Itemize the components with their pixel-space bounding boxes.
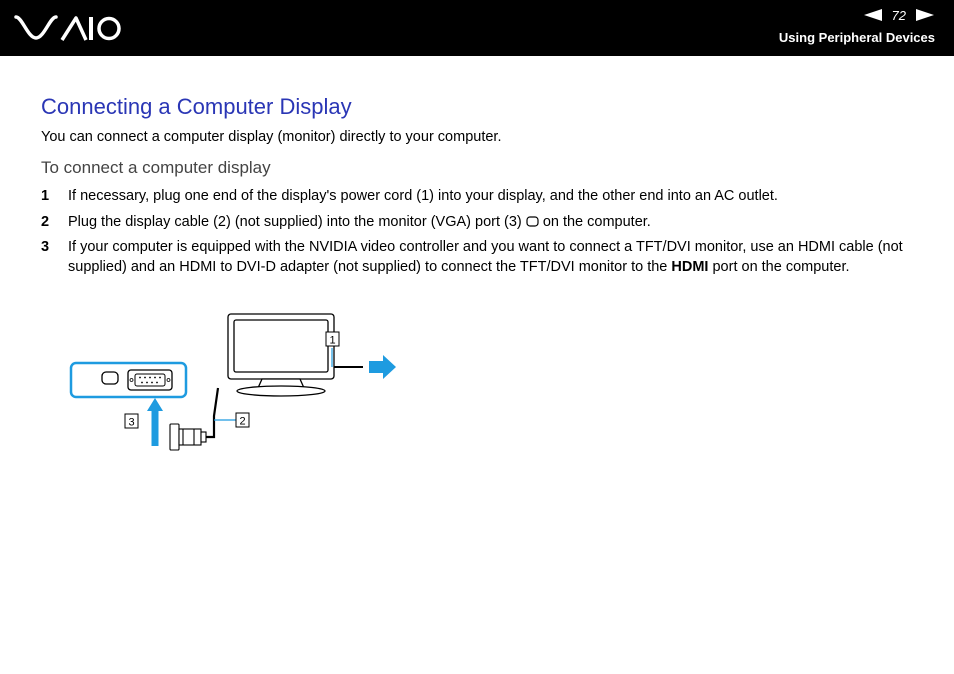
vga-plug bbox=[170, 424, 206, 450]
step-text bbox=[68, 238, 918, 277]
step-number: 1 bbox=[41, 188, 50, 204]
arrow-right-icon[interactable] bbox=[916, 9, 934, 21]
monitor bbox=[228, 314, 334, 396]
display-cable bbox=[206, 388, 218, 437]
section-title: Using Peripheral Devices bbox=[778, 30, 935, 45]
connection-diagram bbox=[66, 308, 406, 458]
page-title: Connecting a Computer Display bbox=[41, 94, 352, 119]
to-outlet-arrow bbox=[369, 355, 396, 379]
callout-3 bbox=[125, 414, 138, 429]
svg-text:1: 1 bbox=[329, 334, 336, 347]
callout-2 bbox=[236, 413, 249, 428]
page-header bbox=[0, 0, 954, 56]
vaio-logo bbox=[14, 14, 122, 42]
step-text-before: If your computer is equipped with the NVIDIA video controller and you want to connect a TFT/DVI monitor, use an HDMI cable (not supplied) and an HDMI to DVI-D adapter (not supplied) to connect the TFT/DVI monitor to the bbox=[68, 239, 903, 275]
step-text: If necessary, plug one end of the display's power cord (1) into your display, and the other end into an AC outlet. bbox=[68, 188, 778, 204]
intro-text: You can connect a computer display (monitor) directly to your computer. bbox=[41, 129, 502, 145]
step-text-after: on the computer. bbox=[542, 214, 651, 230]
step-text-after: port on the computer. bbox=[712, 258, 850, 275]
step-number: 2 bbox=[41, 214, 50, 230]
step-text bbox=[68, 213, 918, 233]
subheading: To connect a computer display bbox=[41, 158, 271, 177]
step-number: 3 bbox=[41, 239, 50, 255]
callout-1 bbox=[326, 332, 339, 347]
svg-text:3: 3 bbox=[128, 416, 135, 429]
vga-port bbox=[128, 370, 172, 390]
pager bbox=[864, 6, 934, 24]
svg-text:2: 2 bbox=[239, 415, 246, 428]
monitor-port-icon bbox=[526, 216, 539, 227]
page-number: 72 bbox=[891, 7, 906, 23]
step-text-before: Plug the display cable (2) (not supplied) into the monitor (VGA) port (3) bbox=[68, 214, 522, 230]
insert-arrow bbox=[147, 398, 163, 446]
arrow-left-icon[interactable] bbox=[864, 9, 882, 21]
monitor-port-symbol bbox=[102, 372, 118, 384]
hdmi-bold: HDMI bbox=[671, 258, 709, 275]
